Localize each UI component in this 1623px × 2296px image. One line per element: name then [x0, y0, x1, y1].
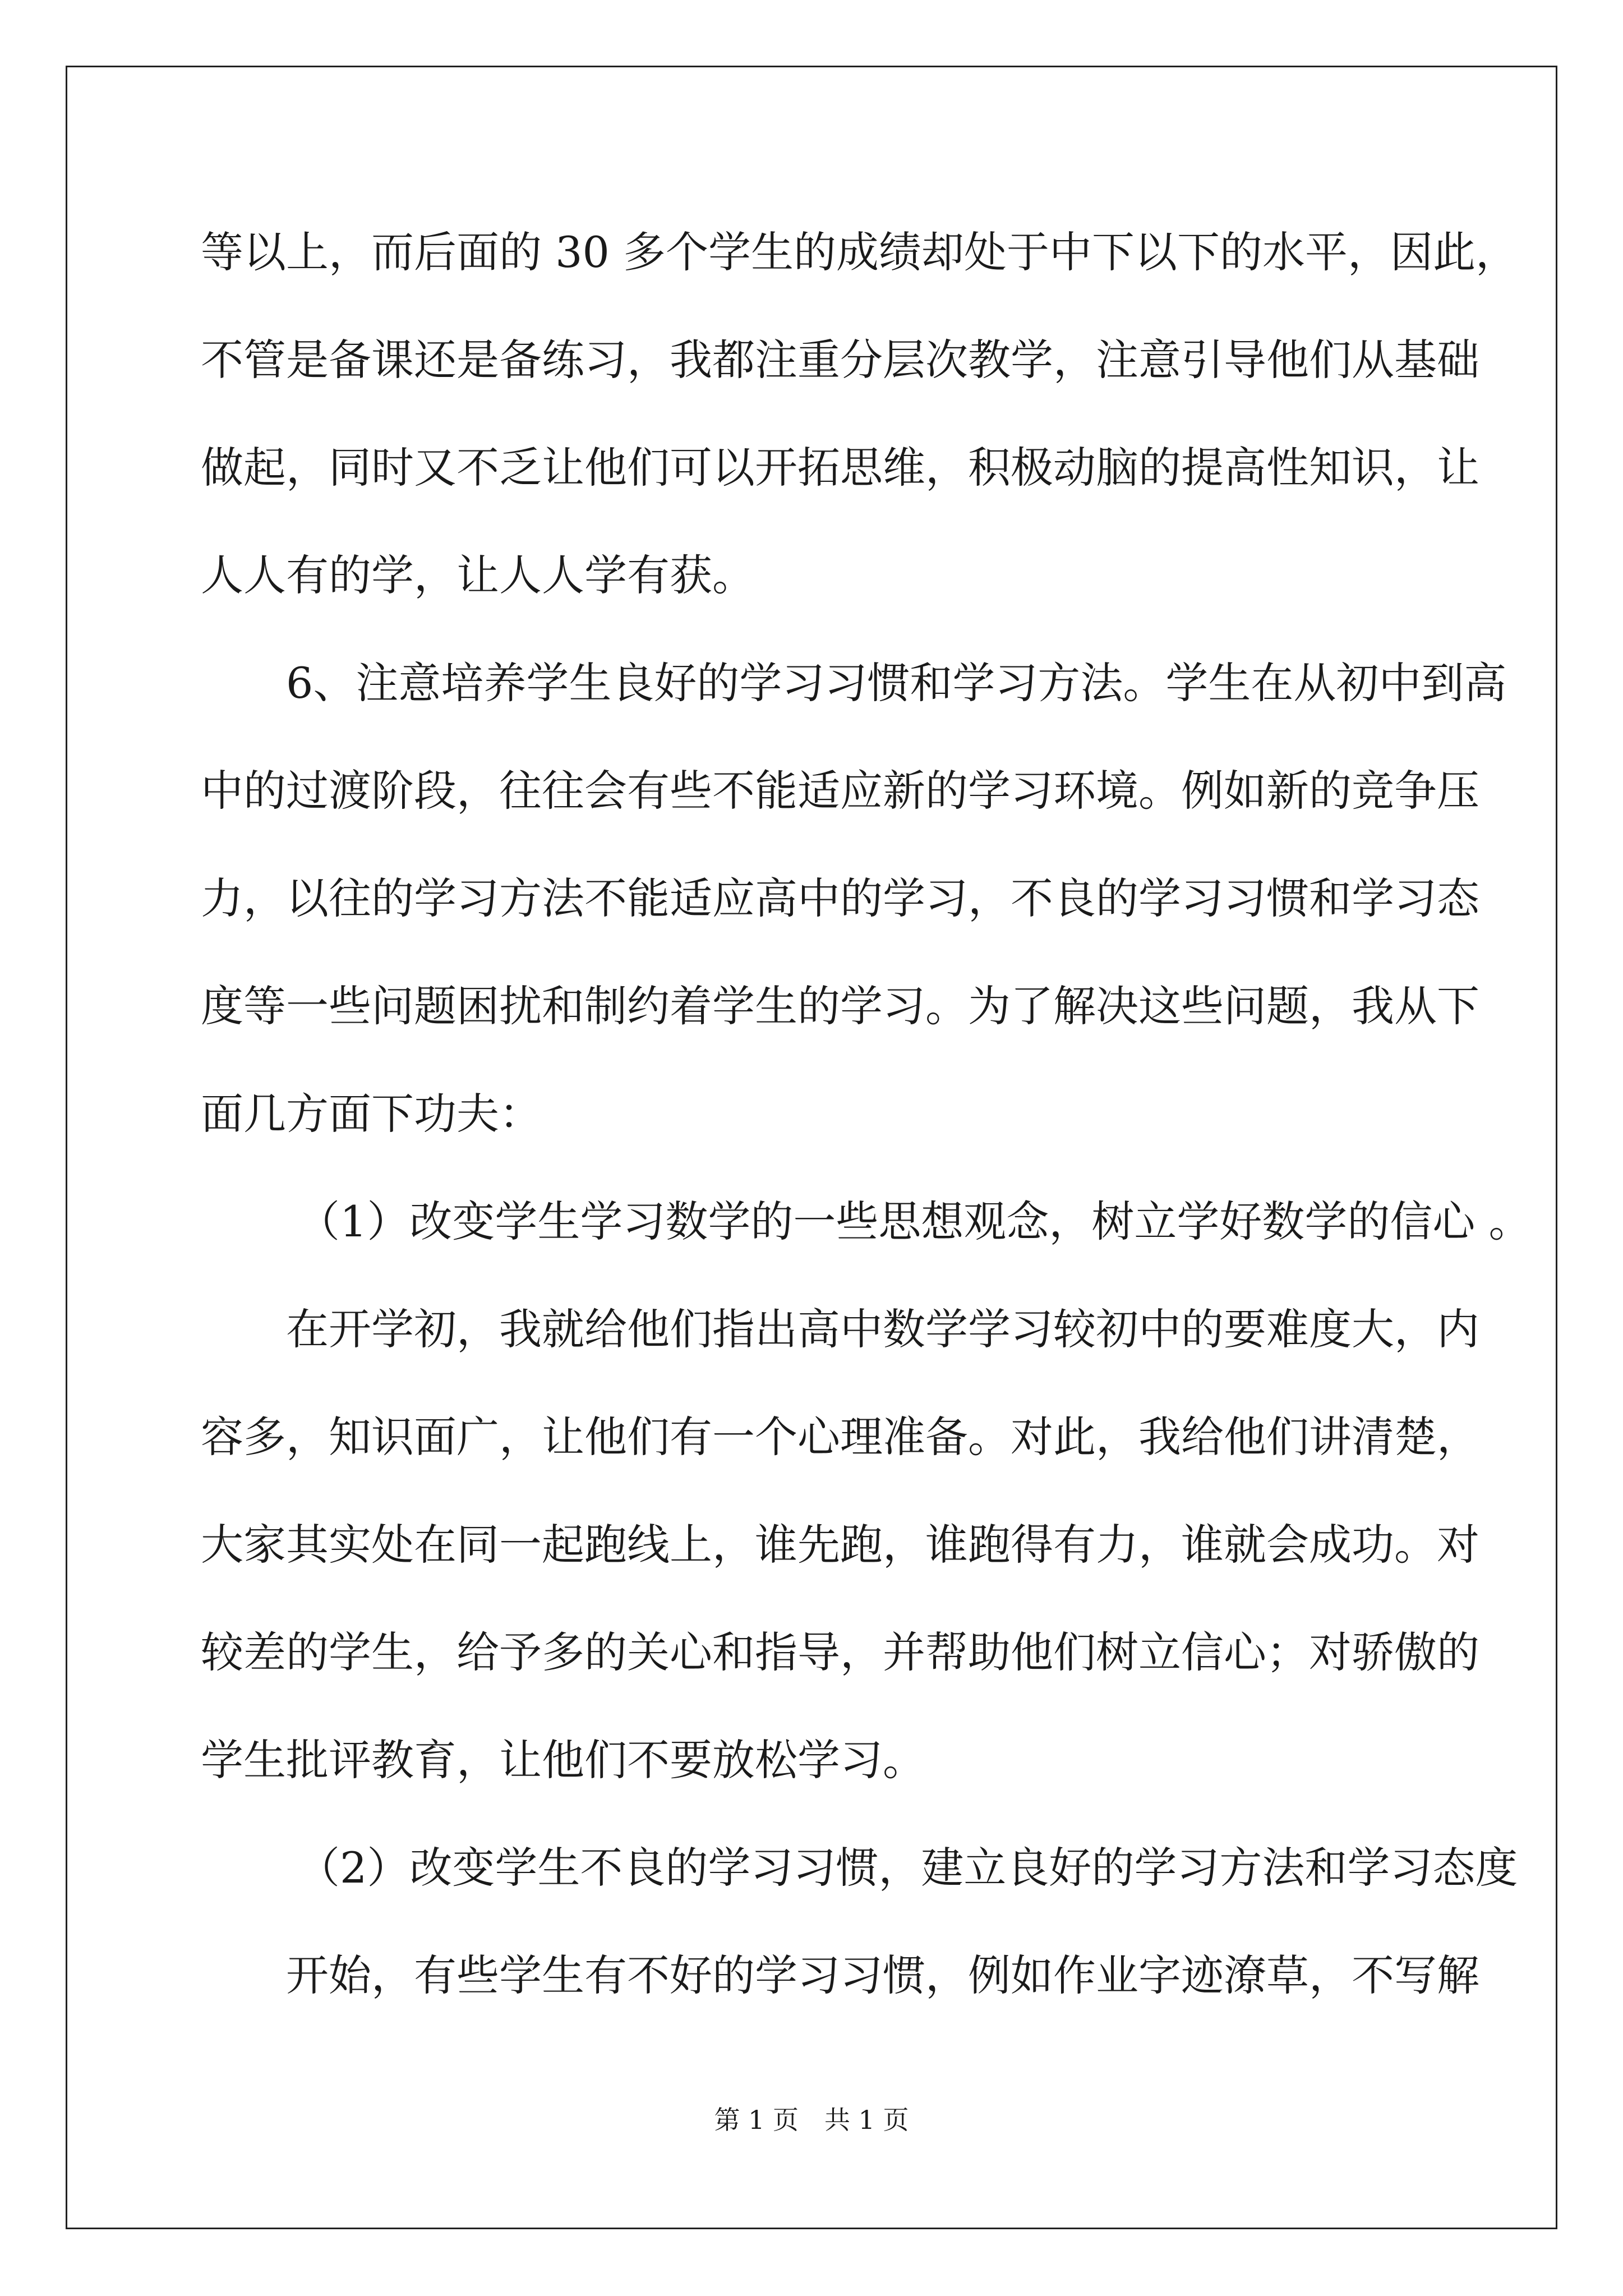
text-line: 在开学初，我就给他们指出高中数学学习较初中的要难度大，内 [286, 1304, 1479, 1354]
text-line: 力，以往的学习方法不能适应高中的学习，不良的学习习惯和学习态 [201, 873, 1479, 923]
text-line: 中的过渡阶段，往往会有些不能适应新的学习环境。例如新的竞争压 [201, 766, 1479, 816]
text-line: 面几方面下功夫： [201, 1089, 542, 1139]
text-line: 6、注意培养学生良好的学习习惯和学习方法。学生在从初中到高 [286, 658, 1507, 708]
text-line: 容多，知识面广，让他们有一个心理准备。对此，我给他们讲清楚， [201, 1412, 1479, 1462]
text-line: 人人有的学，让人人学有获。 [201, 550, 755, 600]
text-line: （1）改变学生学习数学的一些思想观念，树立学好数学的信心 。 [297, 1197, 1532, 1246]
text-line: （2）改变学生不良的学习习惯，建立良好的学习方法和学习态度 [297, 1843, 1518, 1893]
text-line: 度等一些问题困扰和制约着学生的学习。为了解决这些问题，我从下 [201, 981, 1479, 1031]
text-line: 做起，同时又不乏让他们可以开拓思维，积极动脑的提高性知识，让 [201, 443, 1479, 493]
text-line: 不管是备课还是备练习，我都注重分层次教学，注意引导他们从基础 [201, 335, 1479, 385]
text-line: 学生批评教育，让他们不要放松学习。 [201, 1735, 925, 1785]
text-line: 开始，有些学生有不好的学习习惯，例如作业字迹潦草，不写解 [286, 1950, 1479, 2000]
text-line: 较差的学生，给予多的关心和指导，并帮助他们树立信心；对骄傲的 [201, 1627, 1479, 1677]
text-line: 等以上，而后面的 30 多个学生的成绩却处于中下以下的水平，因此， [201, 227, 1519, 277]
text-line: 大家其实处在同一起跑线上，谁先跑，谁跑得有力，谁就会成功。对 [201, 1520, 1479, 1570]
page-number-footer: 第 1 页 共 1 页 [714, 2105, 909, 2135]
